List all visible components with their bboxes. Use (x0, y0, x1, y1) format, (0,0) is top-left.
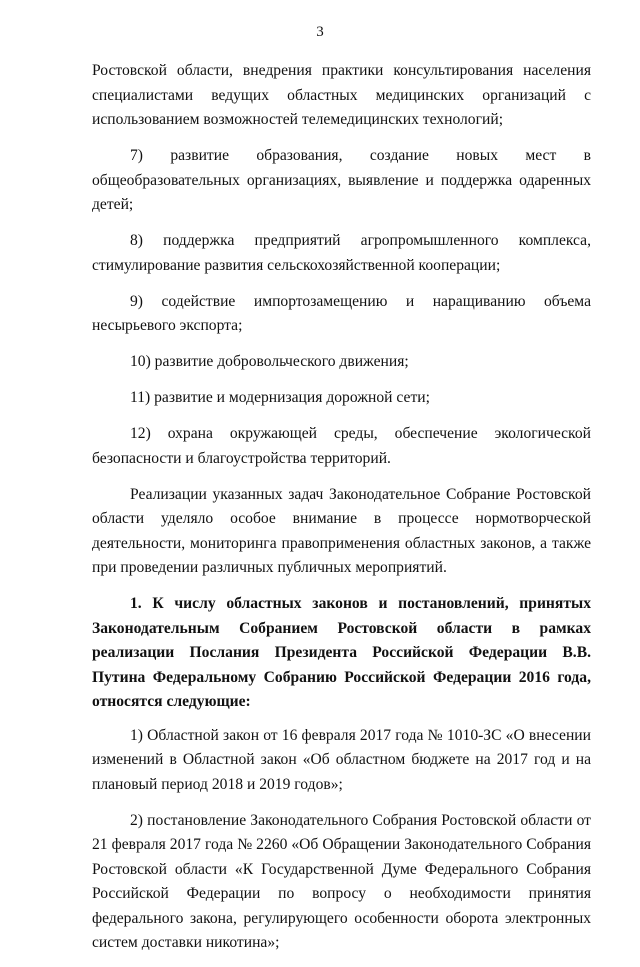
section-heading: 1. К числу областных законов и постановлений, принятых Законодательным Собранием Ростовской области в рамках реализации Послания Президента Российской Федерации В.В. Путина Федеральному Собранию Российской Федерации 2016 года, относятся следующие: (92, 595, 591, 710)
page-number: 3 (316, 24, 324, 40)
list-item-11: 11) развитие и модернизация дорожной сети; (130, 389, 430, 406)
law-item-1: 1) Областной закон от 16 февраля 2017 года № 1010-ЗС «О внесении изменений в Областной закон «Об областном бюджете на 2017 год и на плановый период 2018 и 2019 годов»; (92, 726, 591, 793)
list-item-7: 7) развитие образования, создание новых мест в общеобразовательных организациях, выявление и поддержка одаренных детей; (92, 147, 591, 213)
summary-paragraph: Реализации указанных задач Законодательное Собрание Ростовской области уделяло особое внимание в процессе нормотворческой деятельности, мониторинга правоприменения областных законов, а также при проведении различных публичных мероприятий. (92, 485, 591, 576)
list-item-9: 9) содействие импортозамещению и наращиванию объема несырьевого экспорта; (92, 292, 591, 334)
list-item-10: 10) развитие добровольческого движения; (130, 353, 409, 370)
paragraph-continuation: Ростовской области, внедрения практики консультирования населения специалистами ведущих областных медицинских организаций с использованием возможностей телемедицинских технологий; (92, 62, 591, 128)
list-item-8: 8) поддержка предприятий агропромышленного комплекса, стимулирование развития сельскохозяйственной кооперации; (92, 232, 591, 274)
law-item-2: 2) постановление Законодательного Собрания Ростовской области от 21 февраля 2017 года № 2260 «Об Обращении Законодательного Собрания Ростовской области «К Государственной Думе Федерального Собрания Российской Федерации по вопросу о необходимости принятия федерального закона, регулирующего особенности оборота электронных систем доставки никотина»; (92, 811, 591, 951)
list-item-12: 12) охрана окружающей среды, обеспечение экологической безопасности и благоустройства территорий. (92, 425, 591, 467)
document-body (92, 59, 591, 967)
